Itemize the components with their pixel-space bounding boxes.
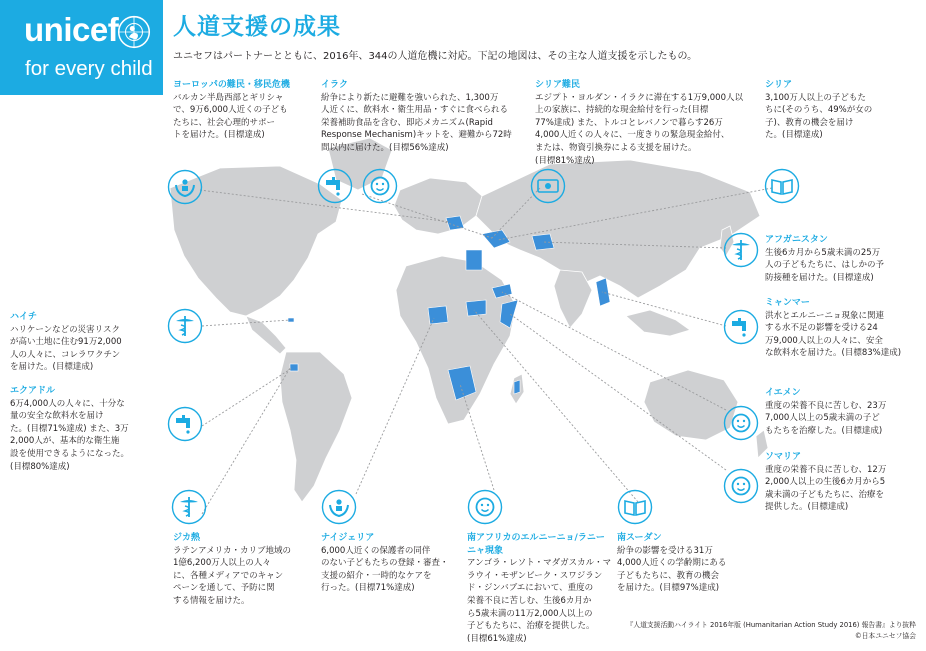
- section-body: ハリケーンなどの災害リスク が高い土地に住む91万2,000 人の人々に、コレラワクチン を届けた。(目標達成): [10, 324, 122, 373]
- map-highlight-egypt: [466, 250, 482, 270]
- leader-line: [202, 320, 290, 326]
- section-body: 紛争により新たに避難を強いられた、1,300万 人近くに、飲料水・衛生用品・すぐに食べられる 栄養補助食品を含む、即応メカニズム(Rapid Response Mechanism)キットを、避難から72時 間以内に届けた。(目標56%達成): [321, 92, 512, 153]
- map-highlight-nigeria: [428, 306, 448, 324]
- section-heading: アフガニスタン: [765, 235, 828, 245]
- section-europe: [173, 79, 318, 142]
- section-iraq: [321, 79, 526, 155]
- map-asia: [476, 160, 760, 298]
- section-heading: 南スーダン: [617, 533, 662, 543]
- section-body: 6,000人近くの保護者の同伴 のない子どもたちの登録・審査・ 支援の紹介・一時的なケアを 行った。(目標71%達成): [321, 545, 449, 594]
- map-highlight-ecuador: [290, 364, 298, 371]
- section-zika: [173, 532, 313, 608]
- section-syria: [765, 79, 910, 142]
- section-heading: ナイジェリア: [321, 533, 375, 543]
- section-heading: ハイチ: [10, 312, 38, 322]
- logo-word: unicef: [24, 11, 119, 48]
- section-heading: エクアドル: [10, 386, 56, 396]
- section-myanmar: [765, 297, 915, 360]
- somalia-child-face-icon: [723, 468, 759, 504]
- section-heading: ヨーロッパの難民・移民危機: [173, 80, 290, 90]
- map-southeast-asia: [626, 310, 690, 336]
- leader-line: [202, 368, 290, 514]
- syria-book-icon: [764, 168, 800, 204]
- zika-caduceus-icon: [171, 489, 207, 525]
- nigeria-hands-child-icon: [321, 489, 357, 525]
- section-heading: ミャンマー: [765, 298, 810, 308]
- section-body: 重度の栄養不良に苦しむ、23万 7,000人以上の5歳未満の子ど もたちを治療した。(目標達成): [765, 400, 887, 436]
- section-heading: ソマリア: [765, 452, 802, 462]
- section-heading: シリア難民: [535, 80, 581, 90]
- section-yemen: [765, 387, 915, 437]
- section-body: ラテンアメリカ・カリブ地域の 1億6,200万人以上の人々 に、各種メディアでのキャン ペーンを通して、予防に関 する情報を届けた。: [173, 545, 291, 606]
- map-highlight-haiti: [288, 318, 294, 322]
- section-body: 生後6カ月から5歳未満の25万 人の子どもたちに、はしかの予 防接種を届けた。(目標達成): [765, 247, 885, 283]
- section-body: 洪水とエルニーニョ現象に関連 する水不足の影響を受ける24 万9,000人以上の人々に、安全 な飲料水を届けた。(目標83%達成): [765, 310, 902, 359]
- haiti-caduceus-icon: [167, 308, 203, 344]
- source-credit: 『人道支援活動ハイライト 2016年版 (Humanitarian Action Study 2016) 報告書』より抜粋 ©日本ユニセフ協会: [626, 621, 916, 640]
- section-body: アンゴラ・レソト・マダガスカル・マ ラウイ・モザンビーク・スワジラン ド・ジンバブエにおいて、重度の 栄養不良に苦しむ、生後6カ月か ら5歳未満の11万2,000人以上の 子どもたちに、治療を提供した。 (目標61%達成): [467, 558, 612, 644]
- section-body: 3,100万人以上の子どもた ちに(そのうち、49%が女の 子)、教育の機会を届け た。(目標達成): [765, 92, 873, 141]
- world-map: [130, 130, 795, 522]
- logo-tagline: for every child: [25, 57, 153, 80]
- section-somalia: [765, 451, 915, 514]
- yemen-child-face-icon: [723, 405, 759, 441]
- syria-refugees-cash-transfer-icon: [530, 168, 566, 204]
- section-heading: シリア: [765, 80, 793, 90]
- section-body: バルカン半島西部とギリシャ で、9万6,000人近くの子ども たちに、社会心理的サポー トを届けた。(目標達成): [173, 92, 288, 141]
- myanmar-water-tap-icon: [723, 309, 759, 345]
- section-heading: イラク: [321, 80, 349, 90]
- section-heading: 南アフリカのエルニーニョ/ラニー ニャ現象: [467, 533, 605, 556]
- section-haiti: [10, 311, 160, 374]
- afghanistan-caduceus-icon: [723, 232, 759, 268]
- map-highlight-afghanistan: [532, 234, 554, 250]
- section-heading: ジカ熱: [173, 533, 201, 543]
- map-south-america: [280, 352, 352, 502]
- leader-line: [202, 368, 292, 426]
- section-nigeria: [321, 532, 461, 595]
- section-afghanistan: [765, 234, 915, 284]
- iraq-child-face-icon: [362, 168, 398, 204]
- map-highlight-myanmar: [596, 278, 610, 306]
- section-body: エジプト・ヨルダン・イラクに滞在する1万9,000人以 上の家族に、持続的な現金給付を行った(目標 77%達成) また、トルコとレバノンで暮らす26万 4,000人近くの人々に、一度きりの緊急現金給付、 または、物資引換券による支援を届けた。 (目標81%達成): [535, 92, 743, 166]
- south-sudan-book-icon: [617, 489, 653, 525]
- map-highlight-somalia: [500, 300, 518, 328]
- leader-line: [502, 292, 726, 410]
- map-highlight-south-sudan: [466, 300, 486, 316]
- section-ecuador: [10, 385, 165, 473]
- section-syria-refugees: [535, 79, 755, 167]
- section-body: 重度の栄養不良に苦しむ、12万 2,000人以上の生後6カ月から5 歳未満の子どもたちに、治療を 提供した。(目標達成): [765, 464, 887, 513]
- section-south-sudan: [617, 532, 757, 595]
- unicef-emblem-icon: [117, 15, 151, 49]
- map-highlight-madagascar: [514, 380, 520, 394]
- section-body: 6万4,000人の人々に、十分な 量の安全な飲料水を届け た。(目標71%達成) また、3万 2,000人が、基本的な衛生施 設を使用できるようになった。 (目標80%達成): [10, 398, 130, 472]
- ecuador-water-tap-icon: [167, 406, 203, 442]
- southern-africa-child-face-icon: [467, 489, 503, 525]
- europe-hands-child-icon: [167, 169, 203, 205]
- unicef-logo: [0, 0, 163, 95]
- section-heading: イエメン: [765, 388, 801, 398]
- page-subtitle: ユニセフはパートナーとともに、2016年、344の人道危機に対応。下記の地図は、その主な人道支援を示したもの。: [173, 51, 698, 62]
- iraq-water-tap-icon: [317, 168, 353, 204]
- map-europe: [394, 178, 482, 234]
- page-title: 人道支援の成果: [173, 14, 341, 40]
- section-body: 紛争の影響を受ける31万 4,000人近くの学齢期にある 子どもたちに、教育の機会 を届けた。(目標97%達成): [617, 545, 727, 594]
